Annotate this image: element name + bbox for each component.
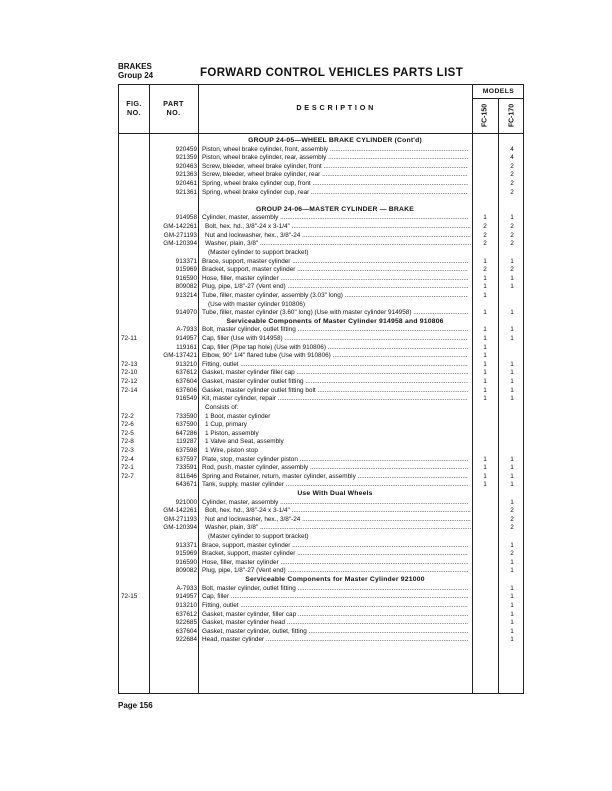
table-row (119, 602, 523, 611)
part-description: Screw, bleeder, wheel brake cylinder, rear ..... (202, 171, 468, 180)
group-heading-row (119, 318, 523, 327)
part-description: Screw, bleeder, wheel brake cylinder, front ..... (202, 163, 468, 172)
group-heading-row (119, 137, 523, 146)
part-number: 922685 (175, 619, 197, 627)
qty-fc170: 1 (510, 360, 514, 368)
part-description: Gasket, master cylinder outlet fitting bolt ..... (202, 387, 468, 396)
part-description: Brace, support, master cylinder ..... (202, 258, 468, 267)
table-row (119, 352, 523, 361)
part-description: Elbow, 90° 1/4" flared tube (Use with 910806) ..... (202, 352, 468, 361)
qty-fc150: 1 (483, 326, 487, 334)
qty-fc170: 1 (510, 593, 514, 601)
table-row (119, 275, 523, 284)
qty-fc170: 2 (510, 507, 514, 515)
fig-number: 72-11 (121, 335, 137, 343)
part-description: Plug, pipe, 1/8"-27 (Vent end) ..... (202, 567, 468, 576)
part-number: 914970 (175, 309, 197, 317)
qty-fc150: 1 (483, 464, 487, 472)
part-description: Bolt, master cylinder, outlet fitting ..... (202, 326, 468, 335)
part-description: Washer, plain, 3/8" ..... (202, 524, 471, 533)
qty-fc170: 1 (510, 584, 514, 592)
part-description: 1 Valve and Seat, assembly (205, 438, 284, 446)
qty-fc170: 1 (510, 567, 514, 575)
part-number: 637604 (175, 378, 197, 386)
part-description: Tube, filler, master cylinder, assembly (3.03" long) ..... (202, 292, 468, 301)
table-row (119, 258, 523, 267)
table-row (119, 404, 523, 413)
qty-fc170: 1 (510, 558, 514, 566)
part-number: 913214 (175, 291, 197, 299)
table-row (119, 499, 523, 508)
table-row (119, 180, 523, 189)
part-description: Fitting, outlet ..... (202, 361, 468, 370)
part-number: 637604 (175, 627, 197, 635)
qty-fc150: 1 (483, 335, 487, 343)
fig-number: 72-13 (121, 360, 138, 368)
table-row (119, 387, 523, 396)
part-description: Gasket, master cylinder filler cap ..... (202, 369, 468, 378)
part-number: 637612 (175, 610, 197, 618)
part-description: Head, master cylinder ..... (202, 636, 468, 645)
part-number: 914957 (175, 335, 197, 343)
group-heading-row (119, 206, 523, 215)
fig-number: 72-6 (121, 421, 134, 429)
table-row (119, 395, 523, 404)
qty-fc170: 1 (510, 481, 514, 489)
qty-fc150: 1 (483, 291, 487, 299)
part-number: 920459 (175, 145, 197, 153)
qty-fc170: 1 (510, 395, 514, 403)
part-number: 921000 (175, 498, 197, 506)
group-heading-row (119, 576, 523, 585)
part-description: Fitting, outlet ..... (202, 602, 468, 611)
part-description: Bracket, support, master cylinder ..... (202, 550, 468, 559)
fig-no-header: FIG. NO. (126, 99, 142, 117)
part-description: Plate, stop, master cylinder piston ..... (202, 456, 468, 465)
part-description: Hose, filler, master cylinder ..... (202, 275, 468, 284)
qty-fc170: 2 (510, 162, 514, 170)
table-row (119, 593, 523, 602)
part-description: Bracket, support, master cylinder ..... (202, 266, 468, 275)
description-header: D E S C R I P T I O N (296, 103, 374, 112)
parts-rows (119, 137, 523, 645)
part-no-header: PART NO. (163, 99, 184, 117)
part-description: Spring, wheel brake cylinder cup, front ..... (202, 180, 468, 189)
part-description: Nut and lockwasher, hex., 3/8"-24 ..... (202, 232, 471, 241)
qty-fc170: 1 (510, 541, 514, 549)
part-description: 1 Piston, assembly (205, 429, 259, 437)
header-divider (119, 133, 523, 134)
part-number: 915969 (175, 266, 197, 274)
part-description: Kit, master cylinder, repair ..... (202, 395, 468, 404)
part-number: 921361 (175, 188, 197, 196)
part-description: Spring and Retainer, return, master cylinder, assembly ..... (202, 473, 468, 482)
part-description: Hose, filler, master cylinder ..... (202, 559, 468, 568)
page-title: FORWARD CONTROL VEHICLES PARTS LIST (200, 67, 464, 79)
qty-fc170: 1 (510, 309, 514, 317)
model-fc150-header: FC-150 (481, 103, 489, 128)
qty-fc150: 2 (483, 223, 487, 231)
table-row (119, 249, 523, 258)
table-row (119, 344, 523, 353)
part-number: 811646 (176, 472, 197, 480)
table-row (119, 464, 523, 473)
table-row (119, 481, 523, 490)
fig-number: 72-8 (121, 438, 134, 446)
table-row (119, 154, 523, 163)
table-row (119, 473, 523, 482)
part-description: 1 Cup, primary (205, 421, 247, 429)
part-description: Piston, wheel brake cylinder, rear, assembly ..... (202, 154, 468, 163)
part-number: A-7933 (176, 584, 197, 592)
table-row (119, 232, 523, 241)
part-number: 913210 (175, 601, 197, 609)
table-row (119, 266, 523, 275)
part-description: (Use with master cylinder 910806) (208, 300, 305, 308)
qty-fc170: 1 (510, 627, 514, 635)
qty-fc170: 2 (510, 240, 514, 248)
part-number: 643671 (175, 481, 197, 489)
part-number: 920463 (175, 162, 197, 170)
table-row (119, 550, 523, 559)
part-description: Bolt, hex. hd., 3/8"-24 x 3-1/4" ..... (202, 507, 471, 516)
qty-fc170: 1 (510, 378, 514, 386)
qty-fc150: 1 (483, 386, 487, 394)
fig-number: 72-1 (121, 464, 134, 472)
part-number: 915969 (175, 550, 197, 558)
section-heading (118, 62, 153, 80)
part-description: Consists of: (205, 403, 239, 411)
part-number: 119161 (176, 343, 197, 351)
part-number: 733590 (175, 412, 197, 420)
qty-fc170: 1 (510, 464, 514, 472)
part-description: Nut and lockwasher, hex., 3/8"-24 ..... (202, 516, 471, 525)
qty-fc170: 2 (510, 231, 514, 239)
table-row (119, 516, 523, 525)
table-row (119, 542, 523, 551)
table-row (119, 301, 523, 310)
qty-fc170: 4 (510, 154, 514, 162)
table-row (119, 585, 523, 594)
group-heading: GROUP 24-05—WHEEL BRAKE CYLINDER (Cont'd) (248, 137, 422, 144)
table-row (119, 447, 523, 456)
part-description: Cap, filler (Pipe tap hole) (Use with 910806) ..... (202, 344, 468, 353)
part-description: Rod, push, master cylinder, assembly ..... (202, 464, 468, 473)
table-row (119, 533, 523, 542)
table-row (119, 189, 523, 198)
part-number: 637590 (175, 421, 197, 429)
group-heading: Use With Dual Wheels (297, 489, 373, 497)
qty-fc150: 2 (483, 266, 487, 274)
qty-fc150: 2 (483, 231, 487, 239)
qty-fc150: 2 (483, 240, 487, 248)
part-number: 637606 (175, 386, 197, 394)
part-number: 920461 (175, 180, 197, 188)
table-row (119, 335, 523, 344)
qty-fc170: 2 (510, 266, 514, 274)
part-number: 637612 (175, 369, 197, 377)
part-number: GM-271193 (163, 231, 197, 239)
qty-fc170: 1 (510, 257, 514, 265)
qty-fc170: 1 (510, 326, 514, 334)
fig-number: 72-15 (121, 593, 138, 601)
fig-number: 72-10 (121, 369, 138, 377)
table-row (119, 430, 523, 439)
part-number: GM-142261 (163, 507, 197, 515)
part-number: 647286 (175, 429, 197, 437)
qty-fc170: 2 (510, 550, 514, 558)
table-row (119, 326, 523, 335)
table-row (119, 619, 523, 628)
part-description: (Master cylinder to support bracket) (208, 248, 309, 256)
part-number: 921363 (175, 171, 197, 179)
part-number: 913371 (175, 257, 197, 265)
part-number: 916590 (175, 274, 197, 282)
model-fc170-header: FC-170 (508, 103, 516, 128)
part-description: 1 Boot, master cylinder (205, 412, 271, 420)
table-row (119, 378, 523, 387)
part-description: Cylinder, master, assembly ..... (202, 214, 468, 223)
qty-fc170: 2 (510, 180, 514, 188)
qty-fc150: 1 (483, 343, 487, 351)
qty-fc150: 1 (483, 481, 487, 489)
fig-number: 72-12 (121, 378, 138, 386)
part-description: Cap, filler (Use with 914958) ..... (202, 335, 468, 344)
table-row (119, 559, 523, 568)
qty-fc170: 1 (510, 369, 514, 377)
part-description: Plug, pipe, 1/8"-27 (Vent end) ..... (202, 283, 468, 292)
qty-fc150: 1 (483, 214, 487, 222)
table-row (119, 369, 523, 378)
qty-fc170: 1 (510, 610, 514, 618)
table-row (119, 567, 523, 576)
group-heading: GROUP 24-06—MASTER CYLINDER — BRAKE (256, 205, 414, 213)
table-row (119, 524, 523, 533)
group-heading: Serviceable Components of Master Cylinder 914958 and 910806 (226, 317, 444, 325)
table-row (119, 214, 523, 223)
qty-fc170: 2 (510, 223, 514, 231)
qty-fc170: 1 (510, 601, 514, 609)
part-number: 637598 (175, 446, 197, 454)
table-row (119, 628, 523, 637)
qty-fc150: 1 (483, 472, 487, 480)
qty-fc170: 1 (510, 274, 514, 282)
fig-number: 72-5 (121, 429, 134, 437)
part-number: 916590 (175, 558, 197, 566)
part-number: GM-137421 (163, 352, 197, 360)
part-number: GM-142261 (163, 223, 197, 231)
part-number: GM-271193 (163, 515, 197, 523)
qty-fc150: 1 (483, 283, 487, 291)
part-description: Washer, plain, 3/8" ..... (202, 240, 471, 249)
qty-fc150: 1 (483, 352, 487, 360)
part-number: 809082 (175, 567, 197, 575)
fig-number: 72-4 (121, 455, 134, 463)
fig-number: 72-14 (121, 386, 138, 394)
qty-fc170: 2 (510, 171, 514, 179)
part-description: 1 Wire, piston stop (205, 446, 258, 454)
table-row (119, 223, 523, 232)
section-name: BRAKES (118, 62, 152, 71)
part-number: A-7933 (176, 326, 197, 334)
part-description: Cylinder, master, assembly ..... (202, 499, 468, 508)
qty-fc170: 1 (510, 472, 514, 480)
models-header: MODELS (482, 88, 515, 95)
qty-fc170: 1 (510, 214, 514, 222)
qty-fc170: 1 (510, 498, 514, 506)
qty-fc170: 4 (510, 145, 514, 153)
table-row (119, 456, 523, 465)
table-row (119, 163, 523, 172)
qty-fc150: 1 (483, 257, 487, 265)
table-row (119, 309, 523, 318)
qty-fc170: 1 (510, 335, 514, 343)
part-description: Gasket, master cylinder outlet fitting ..... (202, 378, 468, 387)
fig-number: 72-2 (121, 412, 134, 420)
part-number: 916549 (175, 395, 197, 403)
qty-fc170: 1 (510, 636, 514, 644)
qty-fc150: 1 (483, 369, 487, 377)
table-row (119, 146, 523, 155)
qty-fc170: 1 (510, 455, 514, 463)
group-name: Group 24 (118, 71, 154, 80)
qty-fc170: 1 (510, 283, 514, 291)
qty-fc170: 1 (510, 619, 514, 627)
part-description: Piston, wheel brake cylinder, front, assembly ..... (202, 146, 468, 155)
part-number: 119287 (176, 438, 197, 446)
qty-fc170: 2 (510, 188, 514, 196)
qty-fc170: 1 (510, 386, 514, 394)
parts-table (118, 84, 524, 694)
table-row (119, 171, 523, 180)
part-description: Bolt, hex. hd., 3/8"-24 x 3-1/4" ..... (202, 223, 471, 232)
qty-fc150: 1 (483, 395, 487, 403)
part-description: Gasket, master cylinder, outlet, fitting ..... (202, 628, 468, 637)
table-row (119, 507, 523, 516)
part-number: GM-120394 (163, 524, 197, 532)
table-row (119, 240, 523, 249)
table-row (119, 611, 523, 620)
table-row (119, 292, 523, 301)
part-description: Spring, wheel brake cylinder cup, rear ..... (202, 189, 468, 198)
part-number: 914958 (175, 214, 197, 222)
fig-number: 72-3 (121, 446, 134, 454)
part-description: Gasket, master cylinder head ..... (202, 619, 468, 628)
fig-number: 72-7 (121, 472, 134, 480)
table-row (119, 283, 523, 292)
table-row (119, 413, 523, 422)
group-heading-row (119, 490, 523, 499)
qty-fc170: 2 (510, 524, 514, 532)
part-number: 914957 (175, 593, 197, 601)
part-description: (Master cylinder to support bracket) (208, 533, 309, 541)
qty-fc150: 1 (483, 309, 487, 317)
part-number: 733591 (175, 464, 197, 472)
part-description: Bolt, master cylinder, outlet fitting ..... (202, 585, 468, 594)
part-number: 913210 (175, 360, 197, 368)
qty-fc150: 1 (483, 455, 487, 463)
part-number: 913371 (175, 541, 197, 549)
qty-fc150: 1 (483, 360, 487, 368)
part-description: Tank, supply, master cylinder ..... (202, 481, 468, 490)
qty-fc150: 1 (483, 378, 487, 386)
table-row (119, 197, 523, 206)
part-number: 809082 (175, 283, 197, 291)
group-heading: Serviceable Components for Master Cylinder 921000 (245, 576, 425, 584)
part-description: Brace, support, master cylinder ..... (202, 542, 468, 551)
part-number: 637597 (175, 455, 197, 463)
table-row (119, 636, 523, 645)
table-row (119, 438, 523, 447)
table-row (119, 421, 523, 430)
part-description: Gasket, master cylinder, filler cap ..... (202, 611, 468, 620)
table-row (119, 361, 523, 370)
qty-fc150: 1 (483, 274, 487, 282)
part-number: 921359 (175, 154, 197, 162)
part-description: Cap, filler ..... (202, 593, 468, 602)
page-number: Page 156 (118, 701, 153, 710)
part-number: 922684 (175, 636, 197, 644)
part-description: Tube, filler, master cylinder (3.60" long) (Use with master cylinder 914958) ..... (202, 309, 468, 318)
qty-fc170: 2 (510, 515, 514, 523)
part-number: GM-120394 (163, 240, 197, 248)
